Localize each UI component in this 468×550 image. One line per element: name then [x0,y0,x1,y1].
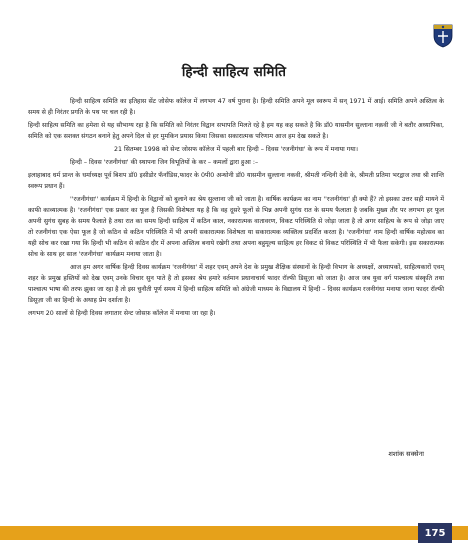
paragraph-2: हिन्दी साहित्य समिति का हमेशा से यह सौभाग्य रहा है कि समिति को निरंतर विद्वान सभापति मिलते रहे है हम यह कह सकते है कि डॉ0 यासमीन सुल्ताना नक़वी जी ने बतौर अध्यापिका, समिति को एक सशक्त संगठन बनाने हेतु अपने दिल से हर मुमकिन प्रयास किया जिसका सकारात्मक परिणाम आज हम देख सकते है। [28,122,444,140]
page-number: 175 [418,523,452,543]
paragraph-1: हिन्दी साहित्य समिति का इतिहास सेंट जोसेफ कॉलेज में लगभग 47 वर्ष पुराना है। हिन्दी समिति अपने मूल स्वरूप में सन् 1971 में आई। समिति अपने अस्तित्व के समय से ही निरंतर प्रगति के पथ पर चल रही है। [28,98,444,116]
paragraph-7: आज हम अगर वार्षिक हिन्दी दिवस कार्यक्रम 'रजनीगंधा' में शहर एवम् अपने देश के प्रमुख शैक्षिक संस्थानों के हिन्दी विभाग के अध्यक्षों, अध्यापकों, साहित्यकारों एवम् शहर के प्रमुख हस्तियों को देख एवम् उनके विचार सुन पाते है तो इसका श्रेय हमारे वर्तमान प्रधानाचार्य फादर रॉल्फी डिसूज़ा को जाता है। आज जब युवा वर्ग पाश्चात्य संस्कृति तथा पाश्चात्य भाषा की तरफ झुका जा रहा है तो इस चुनौती पूर्ण समय में हिन्दी साहित्य समिति को अंग्रेजी माध्यम के विद्यालय में हिन्दी – दिवस कार्यक्रम रजनीगंधा मनाया जाना फादर रॉल्फी डिसूज़ा जी का हिन्दी के अथाह प्रेम दर्शाता है। [28,264,444,304]
author-signature: शशांक सक्सेना [388,450,424,458]
paragraph-5: इलाहाबाद धर्म प्रान्त के धर्माध्यक्ष पूर्व बिशप डॉ0 इसीडोर फॅर्नांडिस,फादर के 0पी0 अन्थोनी डॉ0 यासमीन सुल्ताना नकवी, श्रीमती नन्दिनी देवी के, श्रीमती प्रतिमा भरद्वाज तथा श्री शान्ति स्वरूप प्रधान हैं। [28,172,444,190]
paragraph-3: 21 सितम्बर 1998 को सेन्ट जोसफ कॉलेज में पहली बार हिन्दी – दिवस 'रजनीगंधा' के रूप में मनाया गया। [114,146,358,153]
page-title: हिन्दी साहित्य समिति [181,64,287,80]
paragraph-6: ''रजनीगंधा'' कार्यक्रम में हिन्दी के विद्वानों को बुलाने का श्रेय सुल्ताना जी को जाता है। वार्षिक कार्यक्रम का नाम ''रजनीगंधा' ही क्यो हैं? तो इसका उत्तर सही मायने में काफी काव्यात्मक है। 'रजनीगंधा' एक प्रकार का फूल है जिसकी विशेषता यह है कि वह दूसरे फूलों से भिन्न अपनी सुगंध रात के समय फैलाता है जबकि मुख्य तौर पर लगभग हर फूल अपनी सुगंध सुबह के समय फैलाते है तथा रात का समय हिन्दी साहित्य में कठिन काल, नकारात्मक वातावरण, विकट परिस्थिति से जोड़ा जाता है तो अगर साहित्य के रूप से जोड़ा जाए तो रजनीगंधा एक ऐसा फूल है जो कठिन से कठिन परिस्थिति में भी अपनी सकारात्मक विशेषता या सकारात्मक व्यक्तित्व प्रदर्शित करता है। 'रजनीगंधा' नाम हिन्दी वार्षिक महोत्सव का यही सोच कर रखा गया कि हिन्दी भी कठिन से कठिन दौर में अपना अस्तित्व बनाये रखेगी तथा अपना बहुमूल्य साहित्य हर विकट से विकट परिस्थिति में भी फैला सकेगी। इस सकारात्मक सोच के साथ हर साल 'रजनीगंधा' कार्यक्रम मनाया जाता है। [28,196,444,258]
footer-bar [0,526,468,540]
college-crest-icon [432,22,454,48]
paragraph-8: लगभग 20 सालों से हिन्दी दिवस लगातार सेन्ट जोसफ़ कॉलेज में मनाया जा रहा है। [28,310,216,317]
paragraph-4: हिन्दी – दिवस 'रजनीगंधा' की स्थापना जिन विभूतियों के कर – कमलों द्वारा हुआ :– [70,159,259,166]
article-body [28,96,444,321]
